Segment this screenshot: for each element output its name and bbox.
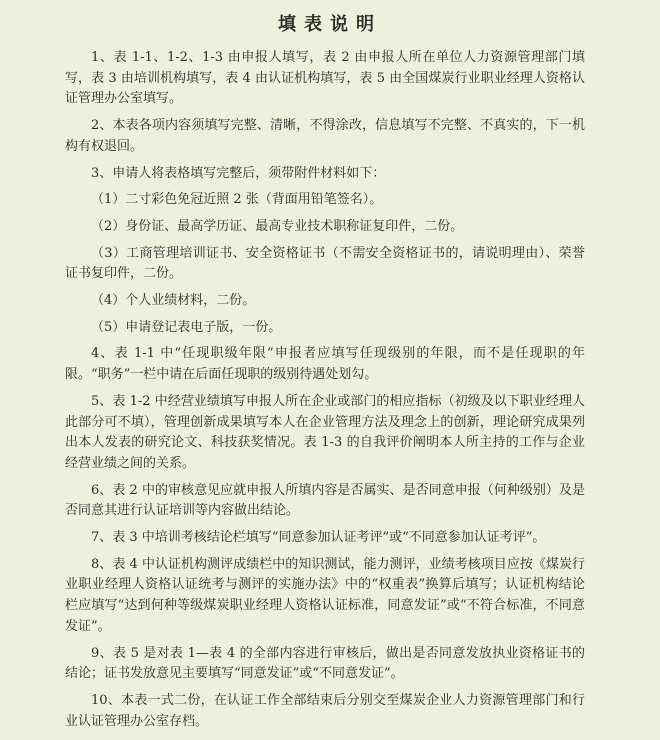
attachment-item-5: （5）申请登记表电子版，一份。 (91, 319, 282, 335)
instruction-paragraph-1: 1、表 1-1、1-2、1-3 由申报人填写，表 2 由申报人所在单位人力资源管理部门填写，表 3 由培训机构填写，表 4 由认证机构填写，表 5 由全国煤炭行业职业经理人资格认证管理办公室填写。 (65, 50, 585, 107)
instruction-paragraph-6: 6、表 2 中的审核意见应就申报人所填内容是否属实、是否同意申报（何种级别）及是否同意其进行认证培训等内容做出结论。 (65, 482, 585, 519)
instruction-paragraph-4: 4、表 1-1 中“任现职级年限”申报者应填写任现级别的年限，而不是任现职的年限。“职务”一栏中请在后面任现职的级别待遇处划勾。 (65, 346, 585, 383)
attachment-item-2: （2）身份证、最高学历证、最高专业技术职称证复印件，二份。 (91, 218, 464, 234)
attachment-item-1: （1）二寸彩色免冠近照 2 张（背面用铅笔签名）。 (91, 192, 383, 208)
instruction-paragraph-9: 9、表 5 是对表 1—表 4 的全部内容进行审核后，做出是否同意发放执业资格证书的结论；证书发放意见主要填写“同意发证”或“不同意发证”。 (65, 645, 585, 682)
instructions-body (65, 48, 585, 738)
instruction-paragraph-8: 8、表 4 中认证机构测评成绩栏中的知识测试，能力测评，业绩考核项目应按《煤炭行业职业经理人资格认证统考与测评的实施办法》中的“权重表”换算后填写；认证机构结论栏应填写“达到何种等级煤炭职业经理人资格认证标准，同意发证”或“不符合标准，不同意发证”。 (65, 556, 585, 634)
instruction-paragraph-7: 7、表 3 中培训考核结论栏填写“同意参加认证考评”或“不同意参加认证考评”。 (91, 530, 546, 546)
instruction-paragraph-10: 10、本表一式二份，在认证工作全部结束后分别交至煤炭企业人力资源管理部门和行业认证管理办公室存档。 (65, 692, 585, 729)
instruction-paragraph-3: 3、申请人将表格填写完整后，须带附件材料如下： (91, 165, 386, 181)
instruction-paragraph-2: 2、本表各项内容须填写完整、清晰，不得涂改，信息填写不完整、不真实的，下一机构有权退回。 (65, 118, 585, 154)
page-title: 填表说明 (278, 14, 382, 35)
attachment-item-4: （4）个人业绩材料，二份。 (91, 293, 256, 309)
instruction-paragraph-5: 5、表 1-2 中经营业绩填写申报人所在企业或部门的相应指标（初级及以下职业经理人此部分可不填），管理创新成果填写本人在企业管理方法及理念上的创新，理论研究成果列出本人发表的研究论文、科技获奖情况。表 1-3 的自我评价阐明本人所主持的工作与企业经营业绩之间的关系。 (65, 393, 585, 471)
attachment-item-3: （3）工商管理培训证书、安全资格证书（不需安全资格证书的，请说明理由）、荣誉证书复印件，二份。 (65, 245, 585, 282)
